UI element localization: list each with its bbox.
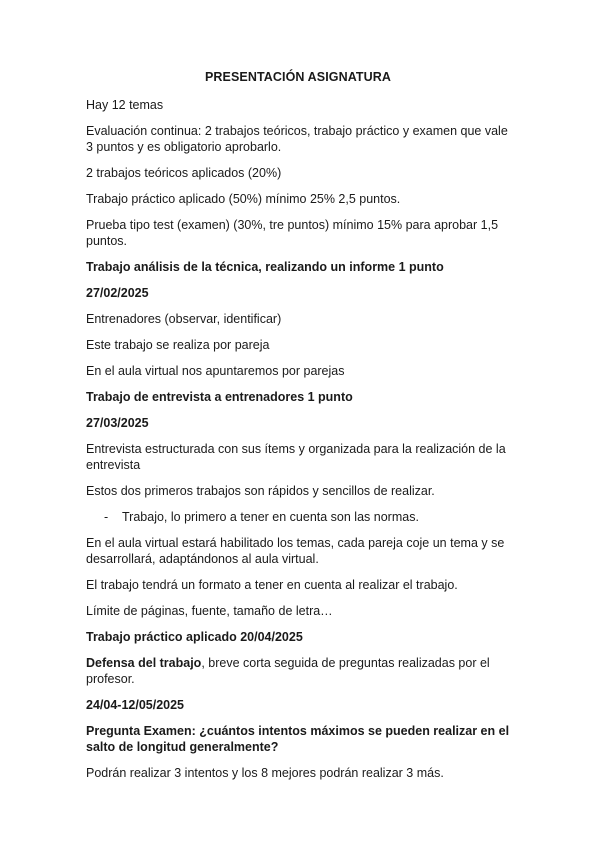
defensa-rest: , breve corta seguida de preguntas realizadas por el profesor. bbox=[86, 656, 490, 686]
heading-trabajo-entrevista: Trabajo de entrevista a entrenadores 1 punto bbox=[86, 390, 353, 404]
paragraph-limite: Límite de páginas, fuente, tamaño de letra… bbox=[86, 604, 333, 618]
paragraph-trabajo-practico: Trabajo práctico aplicado (50%) mínimo 25% 2,5 puntos. bbox=[86, 192, 401, 206]
paragraph-entrevista: Entrevista estructurada con sus ítems y organizada para la realización de la entrevista bbox=[86, 442, 506, 472]
paragraph-intentos: Podrán realizar 3 intentos y los 8 mejores podrán realizar 3 más. bbox=[86, 766, 444, 780]
paragraph-primeros-trabajos: Estos dos primeros trabajos son rápidos y sencillos de realizar. bbox=[86, 484, 435, 498]
paragraph-entrenadores: Entrenadores (observar, identificar) bbox=[86, 312, 282, 326]
paragraph-prueba-test: Prueba tipo test (examen) (30%, tre puntos) mínimo 15% para aprobar 1,5 puntos. bbox=[86, 218, 499, 248]
paragraph-evaluacion: Evaluación continua: 2 trabajos teóricos, trabajo práctico y examen que vale 3 puntos y es obligatorio aprobarlo. bbox=[86, 124, 508, 154]
paragraph-trabajos-teoricos: 2 trabajos teóricos aplicados (20%) bbox=[86, 166, 282, 180]
heading-trabajo-analisis: Trabajo análisis de la técnica, realizando un informe 1 punto bbox=[86, 260, 444, 274]
defensa-bold: Defensa del trabajo bbox=[86, 656, 202, 670]
paragraph-defensa bbox=[86, 655, 510, 687]
paragraph-temas: Hay 12 temas bbox=[86, 98, 164, 112]
paragraph-formato: El trabajo tendrá un formato a tener en cuenta al realizar el trabajo. bbox=[86, 578, 458, 592]
date-3: 24/04-12/05/2025 bbox=[86, 698, 185, 712]
date-1: 27/02/2025 bbox=[86, 286, 149, 300]
paragraph-aula-virtual: En el aula virtual nos apuntaremos por parejas bbox=[86, 364, 345, 378]
bullet-text: Trabajo, lo primero a tener en cuenta son las normas. bbox=[122, 510, 419, 524]
paragraph-pareja: Este trabajo se realiza por pareja bbox=[86, 338, 270, 352]
date-2: 27/03/2025 bbox=[86, 416, 149, 430]
paragraph-temas-aula: En el aula virtual estará habilitado los temas, cada pareja coje un tema y se desarrollará, adaptándonos al aula virtual. bbox=[86, 536, 505, 566]
heading-trabajo-practico: Trabajo práctico aplicado 20/04/2025 bbox=[86, 630, 303, 644]
bullet-dash: - bbox=[104, 510, 109, 524]
heading-pregunta-examen: Pregunta Examen: ¿cuántos intentos máximos se pueden realizar en el salto de longitud generalmente? bbox=[86, 724, 510, 754]
bullet-item bbox=[104, 509, 510, 525]
document-title: PRESENTACIÓN ASIGNATURA bbox=[204, 70, 392, 84]
